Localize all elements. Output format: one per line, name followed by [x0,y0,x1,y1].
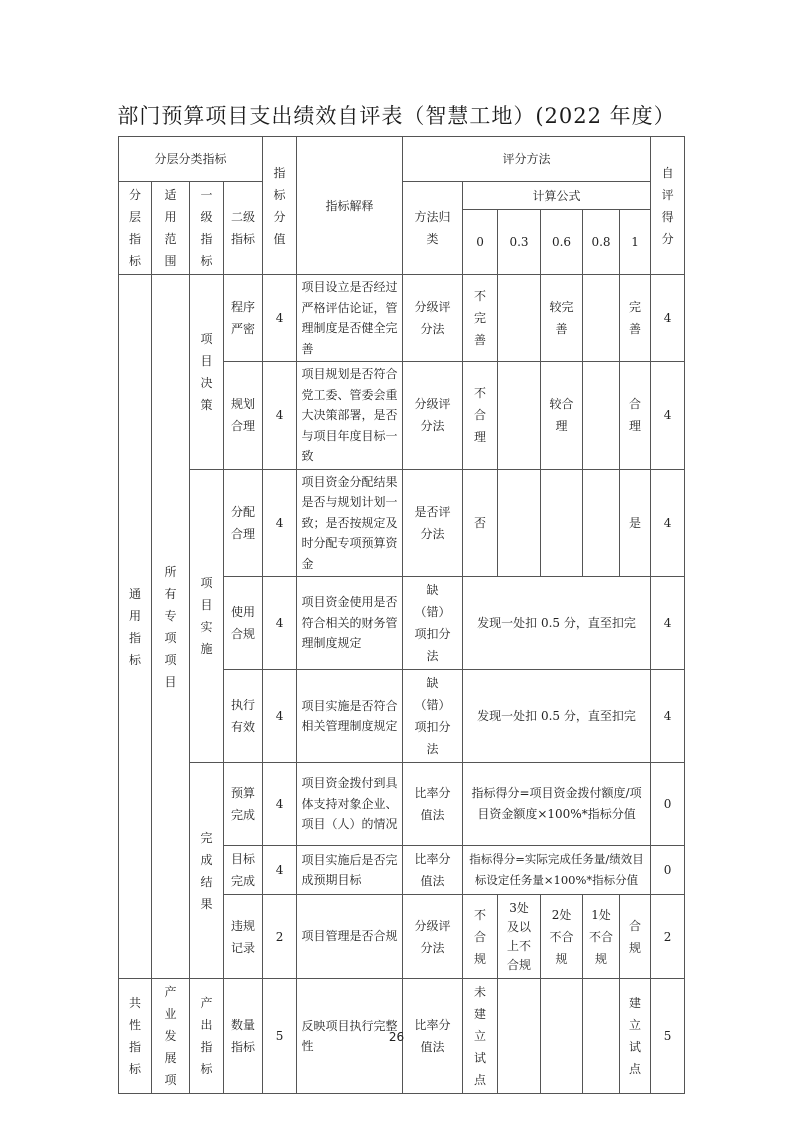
row-formula: 发现一处扣 0.5 分，直至扣完 [463,577,651,670]
row-method: 分级评分法 [403,275,463,362]
row-coef-0: 不合理 [463,362,498,470]
table-row [119,763,685,846]
header-method-type: 方法归类 [403,182,463,275]
row-coef-03: 3处及以上不合规 [498,895,541,979]
page-title: 部门预算项目支出绩效自评表（智慧工地）(2022 年度） [117,104,676,128]
row-self-score: 0 [651,846,685,895]
row-coef-06: 较完善 [541,275,583,362]
row-self-score: 0 [651,763,685,846]
row-coef-0: 未建立试点 [463,979,498,1094]
row-self-score: 4 [651,577,685,670]
header-coef-1: 1 [620,210,651,275]
header-group-label: 分层分类指标 [119,137,263,182]
row-explain: 项目实施是否符合相关管理制度规定 [297,670,403,763]
header-indicator-score: 指标分值 [263,137,297,275]
row-coef-06: 2处不合规 [541,895,583,979]
row-score: 4 [263,275,297,362]
row-explain: 项目资金分配结果是否与规划计划一致；是否按规定及时分配专项预算资金 [297,469,403,577]
row-coef-08 [583,469,620,577]
row-explain: 项目设立是否经过严格评估论证，管理制度是否健全完善 [297,275,403,362]
row-coef-1: 合理 [620,362,651,470]
row-name: 规划合理 [224,362,263,470]
row-coef-06: 较合理 [541,362,583,470]
row-explain: 项目实施后是否完成预期目标 [297,846,403,895]
row-name: 数量指标 [224,979,263,1094]
header-scoring-method: 评分方法 [403,137,651,182]
row-coef-08 [583,275,620,362]
row-method: 缺（错）项扣分法 [403,670,463,763]
self-evaluation-table [118,136,685,1094]
row-self-score: 5 [651,979,685,1094]
header-scope: 适用范围 [152,182,190,275]
row-self-score: 4 [651,670,685,763]
header-coef-0: 0 [463,210,498,275]
row-formula: 指标得分=项目资金拨付额度/项目资金额度×100%*指标分值 [463,763,651,846]
row-self-score: 4 [651,362,685,470]
row-coef-08 [583,362,620,470]
row-name: 分配合理 [224,469,263,577]
row-score: 2 [263,895,297,979]
page-number: 26 [388,1030,405,1044]
group-industry: 产业发展项 [152,979,190,1094]
row-score: 4 [263,763,297,846]
header-coef-08: 0.8 [583,210,620,275]
row-name: 违规记录 [224,895,263,979]
group-implementation: 项目实施 [190,469,224,763]
row-method: 是否评分法 [403,469,463,577]
row-coef-03 [498,469,541,577]
row-name: 使用合规 [224,577,263,670]
row-coef-08: 1处不合规 [583,895,620,979]
row-coef-0: 不完善 [463,275,498,362]
row-method: 分级评分法 [403,895,463,979]
row-coef-0: 不合规 [463,895,498,979]
header-level1: 一级指标 [190,182,224,275]
header-coef-03: 0.3 [498,210,541,275]
row-explain: 项目资金拨付到具体支持对象企业、项目（人）的情况 [297,763,403,846]
row-score: 4 [263,469,297,577]
header-level2: 二级指标 [224,182,263,275]
group-decision: 项目决策 [190,275,224,470]
row-explain: 反映项目执行完整性 [297,979,403,1094]
row-name: 执行有效 [224,670,263,763]
row-score: 4 [263,577,297,670]
row-coef-06 [541,469,583,577]
table-row [119,469,685,577]
group-common: 共性指标 [119,979,152,1094]
row-name: 目标完成 [224,846,263,895]
group-output: 产出指标 [190,979,224,1094]
row-name: 程序严密 [224,275,263,362]
row-explain: 项目规划是否符合党工委、管委会重大决策部署，是否与项目年度目标一致 [297,362,403,470]
row-method: 缺（错）项扣分法 [403,577,463,670]
row-explain: 项目管理是否合规 [297,895,403,979]
row-coef-1: 完善 [620,275,651,362]
row-method: 比率分值法 [403,846,463,895]
row-self-score: 4 [651,469,685,577]
header-self-score: 自评得分 [651,137,685,275]
group-result: 完成结果 [190,763,224,979]
row-method: 比率分值法 [403,979,463,1094]
row-coef-0: 否 [463,469,498,577]
row-coef-1: 建立试点 [620,979,651,1094]
row-coef-1: 是 [620,469,651,577]
row-self-score: 4 [651,275,685,362]
header-indicator-explain: 指标解释 [297,137,403,275]
row-method: 分级评分法 [403,362,463,470]
row-coef-03 [498,275,541,362]
row-formula: 指标得分=实际完成任务量/绩效目标设定任务量×100%*指标分值 [463,846,651,895]
row-formula: 发现一处扣 0.5 分，直至扣完 [463,670,651,763]
row-coef-03 [498,362,541,470]
row-score: 4 [263,670,297,763]
table-row [119,275,685,362]
header-coef-06: 0.6 [541,210,583,275]
row-score: 4 [263,362,297,470]
row-score: 5 [263,979,297,1094]
row-method: 比率分值法 [403,763,463,846]
row-self-score: 2 [651,895,685,979]
group-general: 通用指标 [119,275,152,979]
row-score: 4 [263,846,297,895]
row-coef-1: 合规 [620,895,651,979]
group-all-projects: 所有专项项目 [152,275,190,979]
header-layer: 分层指标 [119,182,152,275]
row-name: 预算完成 [224,763,263,846]
header-formula: 计算公式 [463,182,651,210]
row-explain: 项目资金使用是否符合相关的财务管理制度规定 [297,577,403,670]
